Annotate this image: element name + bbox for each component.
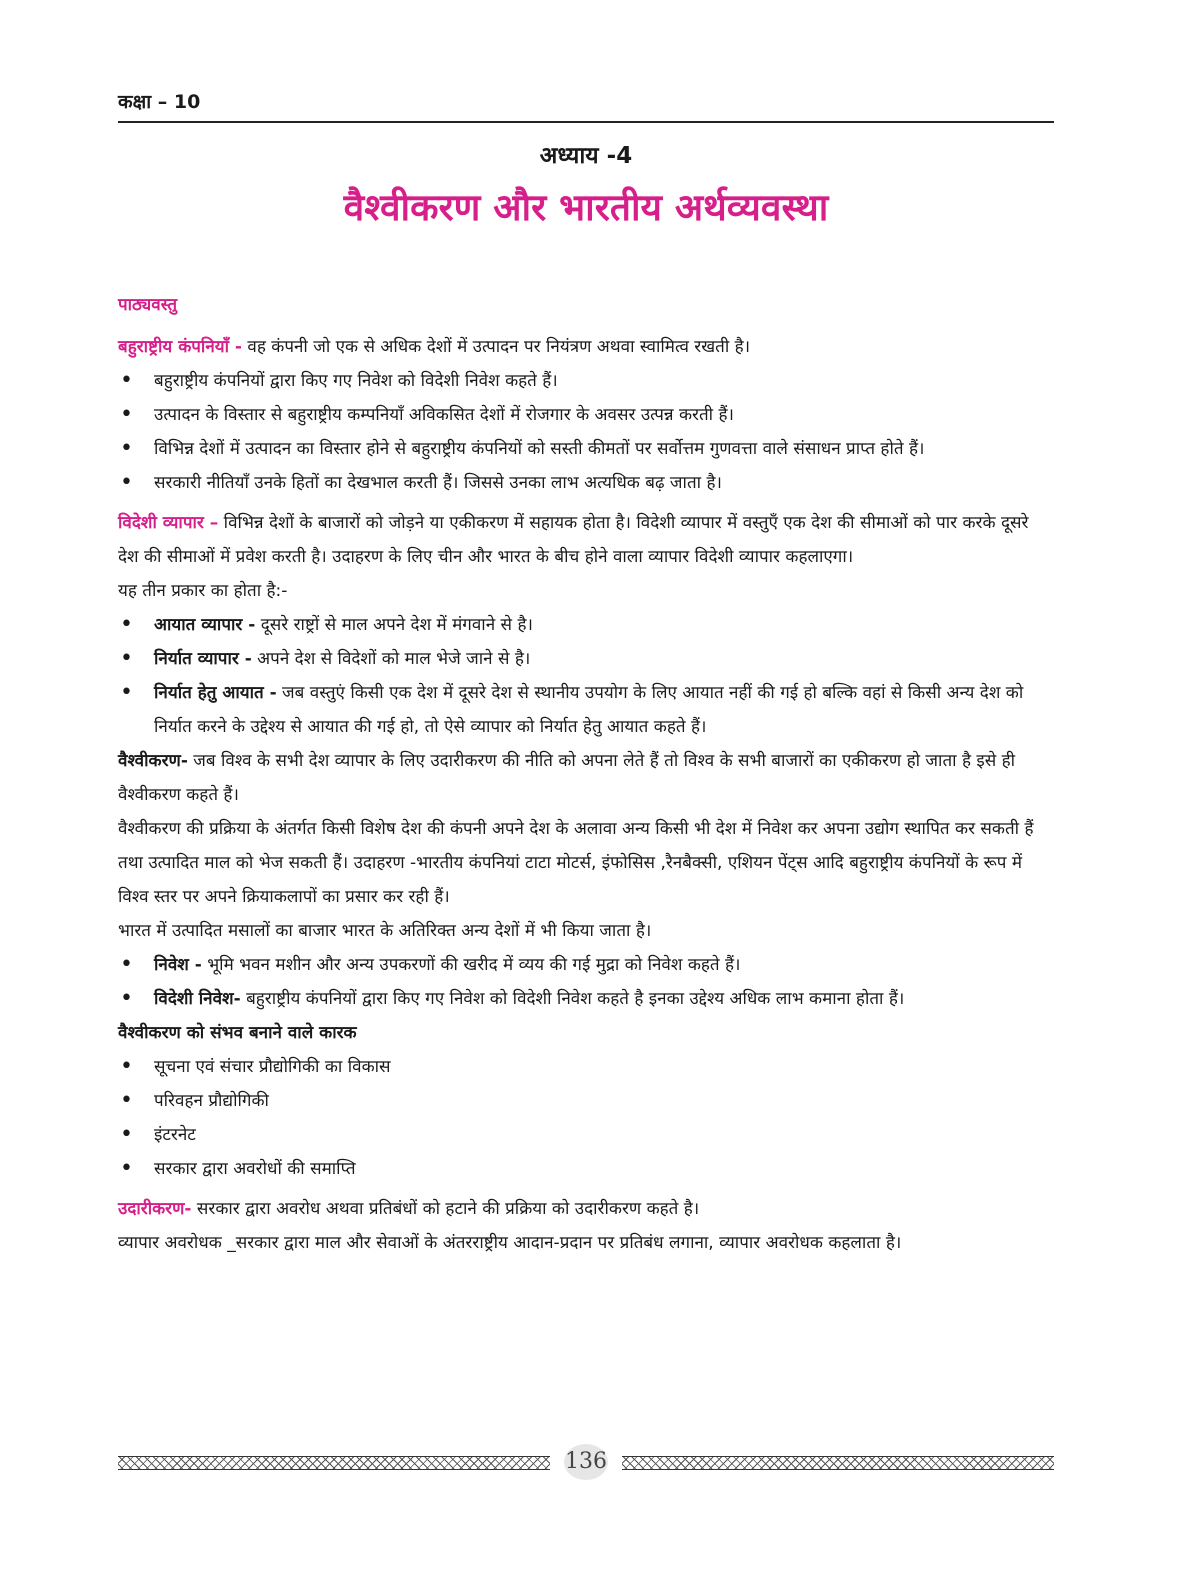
chapter-title: वैश्वीकरण और भारतीय अर्थव्यवस्था <box>343 186 829 229</box>
mnc-term: बहुराष्ट्रीय कंपनियाँ - <box>118 337 242 357</box>
trade-barrier-paragraph: व्यापार अवरोधक _सरकार द्वारा माल और सेवाओं के अंतरराष्ट्रीय आदान-प्रदान पर प्रतिबंध लगाना, व्यापार अवरोधक कहलाता है। <box>118 1233 902 1253</box>
list-item <box>118 982 1054 1016</box>
foreign-trade-definition <box>118 506 1054 574</box>
footer-border-left <box>118 1456 550 1470</box>
investment-text: भूमि भवन मशीन और अन्य उपकरणों की खरीद में व्यय की गई मुद्रा को निवेश कहते हैं। <box>201 955 741 975</box>
trade-type-term: निर्यात हेतु आयात - <box>154 683 277 703</box>
list-item: • सूचना एवं संचार प्रौद्योगिकी का विकास <box>118 1050 1054 1084</box>
investment-term: विदेशी निवेश- <box>154 989 241 1009</box>
factors-heading: वैश्वीकरण को संभव बनाने वाले कारक <box>118 1023 357 1043</box>
list-item <box>118 642 1054 676</box>
investment-text: बहुराष्ट्रीय कंपनियों द्वारा किए गए निवेश को विदेशी निवेश कहते है इनका उद्देश्य अधिक लाभ कमाना होता हैं। <box>240 989 905 1009</box>
page-number: 136 <box>564 1444 608 1480</box>
list-item: • सरकार द्वारा अवरोधों की समाप्ति <box>118 1152 1054 1186</box>
class-label: कक्षा – 10 <box>118 91 201 113</box>
trade-type-text: अपने देश से विदेशों को माल भेजे जाने से है। <box>251 649 531 669</box>
globalisation-definition <box>118 744 1054 812</box>
liberalisation-term: उदारीकरण- <box>118 1199 192 1219</box>
investment-list <box>118 948 1054 1016</box>
footer-border-right <box>622 1456 1054 1470</box>
globalisation-paragraph: वैश्वीकरण की प्रक्रिया के अंतर्गत किसी विशेष देश की कंपनी अपने देश के अलावा अन्य किसी भी देश में निवेश कर अपना उद्योग स्थापित कर सकती हैं तथा उत्पादित माल को भेज सकती हैं। उदाहरण -भारतीय कंपनियां टाटा मोटर्स, इंफोसिस ,रैनबैक्सी, एशियन पेंट्स आदि बहुराष्ट्रीय कंपनियों के रूप में विश्व स्तर पर अपने क्रियाकलापों का प्रसार कर रही हैं। <box>118 819 1034 907</box>
investment-term: निवेश - <box>154 955 202 975</box>
section-heading: पाठ्यवस्तु <box>118 295 178 315</box>
list-item <box>118 676 1054 744</box>
trade-type-term: निर्यात व्यापार - <box>154 649 252 669</box>
mnc-definition-text: वह कंपनी जो एक से अधिक देशों में उत्पादन पर नियंत्रण अथवा स्वामित्व रखती है। <box>242 337 751 357</box>
content <box>118 288 1054 1260</box>
spices-paragraph: भारत में उत्पादित मसालों का बाजार भारत के अतिरिक्त अन्य देशों में भी किया जाता है। <box>118 921 652 941</box>
trade-types-intro: यह तीन प्रकार का होता है:- <box>118 581 288 601</box>
trade-type-text: जब वस्तुएं किसी एक देश में दूसरे देश से स्थानीय उपयोग के लिए आयात नहीं की गई हो बल्कि वहां से किसी अन्य देश को निर्यात करने के उद्देश्य से आयात की गई हो, तो ऐसे व्यापार को निर्यात हेतु आयात कहते हैं। <box>154 683 1024 737</box>
trade-types-list <box>118 608 1054 744</box>
list-item <box>118 608 1054 642</box>
list-item: • इंटरनेट <box>118 1118 1054 1152</box>
page-footer <box>118 1449 1054 1474</box>
list-item <box>118 948 1054 982</box>
list-item: • विभिन्न देशों में उत्पादन का विस्तार होने से बहुराष्ट्रीय कंपनियों को सस्ती कीमतों पर सर्वोत्तम गुणवत्ता वाले संसाधन प्राप्त होते हैं। <box>118 432 1054 466</box>
globalisation-term: वैश्वीकरण- <box>118 751 188 771</box>
trade-type-text: दूसरे राष्ट्रों से माल अपने देश में मंगवाने से है। <box>255 615 533 635</box>
mnc-definition <box>118 330 1054 364</box>
liberalisation-definition <box>118 1192 1054 1226</box>
liberalisation-text: सरकार द्वारा अवरोध अथवा प्रतिबंधों को हटाने की प्रक्रिया को उदारीकरण कहते है। <box>191 1199 700 1219</box>
list-item: • बहुराष्ट्रीय कंपनियों द्वारा किए गए निवेश को विदेशी निवेश कहते हैं। <box>118 364 1054 398</box>
list-item: • सरकारी नीतियाँ उनके हितों का देखभाल करती हैं। जिससे उनका लाभ अत्यधिक बढ़ जाता है। <box>118 466 1054 500</box>
foreign-trade-text: विभिन्न देशों के बाजारों को जोड़ने या एकीकरण में सहायक होता है। विदेशी व्यापार में वस्तुएँ एक देश की सीमाओं को पार करके दूसरे देश की सीमाओं में प्रवेश करती है। उदाहरण के लिए चीन और भारत के बीच होने वाला व्यापार विदेशी व्यापार कहलाएगा। <box>118 513 1029 567</box>
list-item: • उत्पादन के विस्तार से बहुराष्ट्रीय कम्पनियाँ अविकसित देशों में रोजगार के अवसर उत्पन्न करती हैं। <box>118 398 1054 432</box>
foreign-trade-term: विदेशी व्यापार – <box>118 513 219 533</box>
factors-list <box>118 1050 1054 1186</box>
header-rule <box>118 121 1054 123</box>
globalisation-text: जब विश्व के सभी देश व्यापार के लिए उदारीकरण की नीति को अपना लेते हैं तो विश्व के सभी बाजारों का एकीकरण हो जाता है इसे ही वैश्वीकरण कहते हैं। <box>118 751 1016 805</box>
trade-type-term: आयात व्यापार - <box>154 615 256 635</box>
chapter-number: अध्याय -4 <box>539 143 633 169</box>
list-item: • परिवहन प्रौद्योगिकी <box>118 1084 1054 1118</box>
mnc-bullet-list <box>118 364 1054 500</box>
